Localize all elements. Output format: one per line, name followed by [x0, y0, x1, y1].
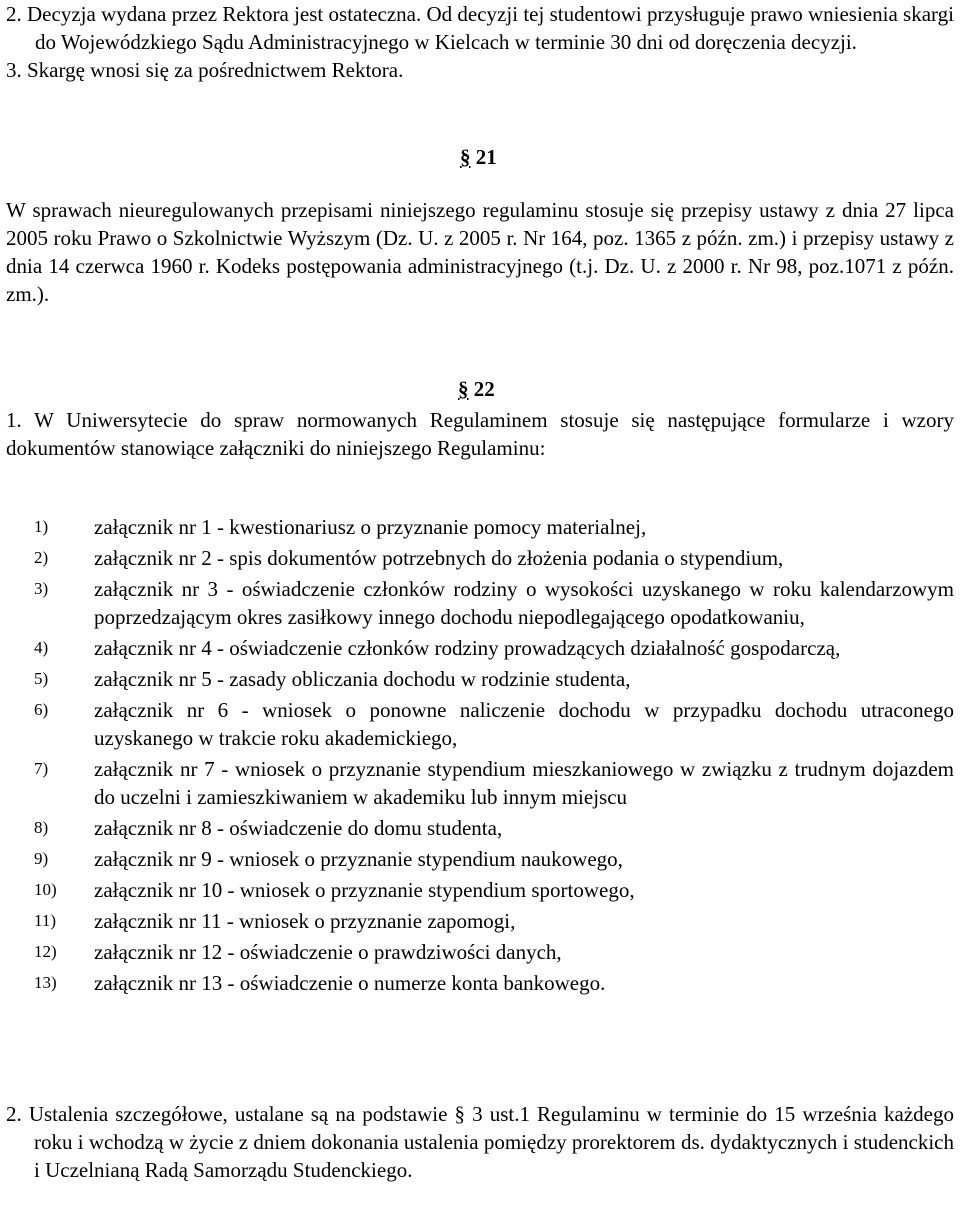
list-item-text: załącznik nr 11 - wniosek o przyznanie zapomogi, — [94, 909, 516, 933]
list-item — [34, 845, 954, 873]
list-item-number: 6) — [34, 700, 49, 719]
list-item-number: 5) — [34, 669, 49, 688]
list-item-number: 9) — [34, 849, 49, 868]
section-21-number: 21 — [475, 145, 497, 169]
list-item-text: załącznik nr 8 - oświadczenie do domu studenta, — [94, 816, 503, 840]
section-22-item-1-block — [6, 406, 954, 462]
section-21-text: W sprawach nieuregulowanych przepisami niniejszego regulaminu stosuje się przepisy ustawy z dnia 27 lipca 2005 roku Prawo o Szkolnictwie Wyższym (Dz. U. z 2005 r. Nr 164, poz. 1365 z późn. zm.) i przepisy ustawy z dnia 14 czerwca 1960 r. Kodeks postępowania administracyjnego (t.j. Dz. U. z 2000 r. Nr 98, poz.1071 z późn. zm.). — [6, 198, 954, 306]
section-21-body — [6, 196, 954, 308]
section-sign-icon: § — [460, 145, 471, 169]
list-item — [34, 696, 954, 752]
list-item-number: 7) — [34, 759, 49, 778]
list-item-text: załącznik nr 6 - wniosek o ponowne naliczenie dochodu w przypadku dochodu utraconego uzyskanego w trakcie roku akademickiego, — [94, 698, 954, 750]
list-item-text: załącznik nr 9 - wniosek o przyznanie stypendium naukowego, — [94, 847, 623, 871]
list-item-text: załącznik nr 13 - oświadczenie o numerze konta bankowego. — [94, 971, 606, 995]
section-20-continuation — [6, 0, 954, 84]
list-item-text: załącznik nr 7 - wniosek o przyznanie stypendium mieszkaniowego w związku z trudnym dojazdem do uczelni i zamieszkiwaniem w akademiku lub innym miejscu — [94, 757, 954, 809]
list-item-text: załącznik nr 4 - oświadczenie członków rodziny prowadzących działalność gospodarczą, — [94, 636, 841, 660]
list-item-text: załącznik nr 3 - oświadczenie członków rodziny o wysokości uzyskanego w roku kalendarzowym poprzedzającym okres zasiłkowy innego dochodu niepodlegającego opodatkowaniu, — [94, 577, 954, 629]
list-item — [34, 544, 954, 572]
list-item — [34, 876, 954, 904]
list-item-number: 10) — [34, 880, 57, 899]
section-20-item-3: 3. Skargę wnosi się za pośrednictwem Rektora. — [6, 58, 404, 82]
section-22-item-2-block — [6, 1100, 954, 1184]
list-item — [34, 665, 954, 693]
list-item-number: 4) — [34, 638, 49, 657]
list-item-number: 13) — [34, 973, 57, 992]
list-item-number: 1) — [34, 517, 49, 536]
list-item-number: 3) — [34, 579, 49, 598]
list-item-text: załącznik nr 12 - oświadczenie o prawdziwości danych, — [94, 940, 562, 964]
list-item-text: załącznik nr 10 - wniosek o przyznanie stypendium sportowego, — [94, 878, 635, 902]
list-item-text: załącznik nr 2 - spis dokumentów potrzebnych do złożenia podania o stypendium, — [94, 546, 784, 570]
section-22-heading — [458, 375, 495, 403]
section-22-item-1: 1. W Uniwersytecie do spraw normowanych Regulaminem stosuje się następujące formularze i wzory dokumentów stanowiące załączniki do niniejszego Regulaminu: — [6, 408, 954, 460]
list-item — [34, 513, 954, 541]
list-item — [34, 755, 954, 811]
list-item-number: 12) — [34, 942, 57, 961]
list-item — [34, 969, 954, 997]
list-item-text: załącznik nr 5 - zasady obliczania dochodu w rodzinie studenta, — [94, 667, 631, 691]
section-22-number: 22 — [473, 377, 495, 401]
section-21-heading — [460, 143, 497, 171]
list-item — [34, 907, 954, 935]
list-item-number: 2) — [34, 548, 49, 567]
section-sign-icon: § — [458, 377, 469, 401]
list-item — [34, 814, 954, 842]
list-item-text: załącznik nr 1 - kwestionariusz o przyznanie pomocy materialnej, — [94, 515, 647, 539]
list-item-number: 8) — [34, 818, 49, 837]
list-item — [34, 938, 954, 966]
list-item — [34, 575, 954, 631]
section-22-item-2: 2. Ustalenia szczegółowe, ustalane są na podstawie § 3 ust.1 Regulaminu w terminie do 15 września każdego roku i wchodzą w życie z dniem dokonania ustalenia pomiędzy prorektorem ds. dydaktycznych i studenckich i Uczelnianą Radą Samorządu Studenckiego. — [6, 1102, 954, 1182]
section-20-item-2: 2. Decyzja wydana przez Rektora jest ostateczna. Od decyzji tej studentowi przysługuje prawo wniesienia skargi do Wojewódzkiego Sądu Administracyjnego w Kielcach w terminie 30 dni od doręczenia decyzji. — [6, 2, 954, 54]
list-item — [34, 634, 954, 662]
attachments-list — [34, 513, 954, 1000]
list-item-number: 11) — [34, 911, 57, 930]
